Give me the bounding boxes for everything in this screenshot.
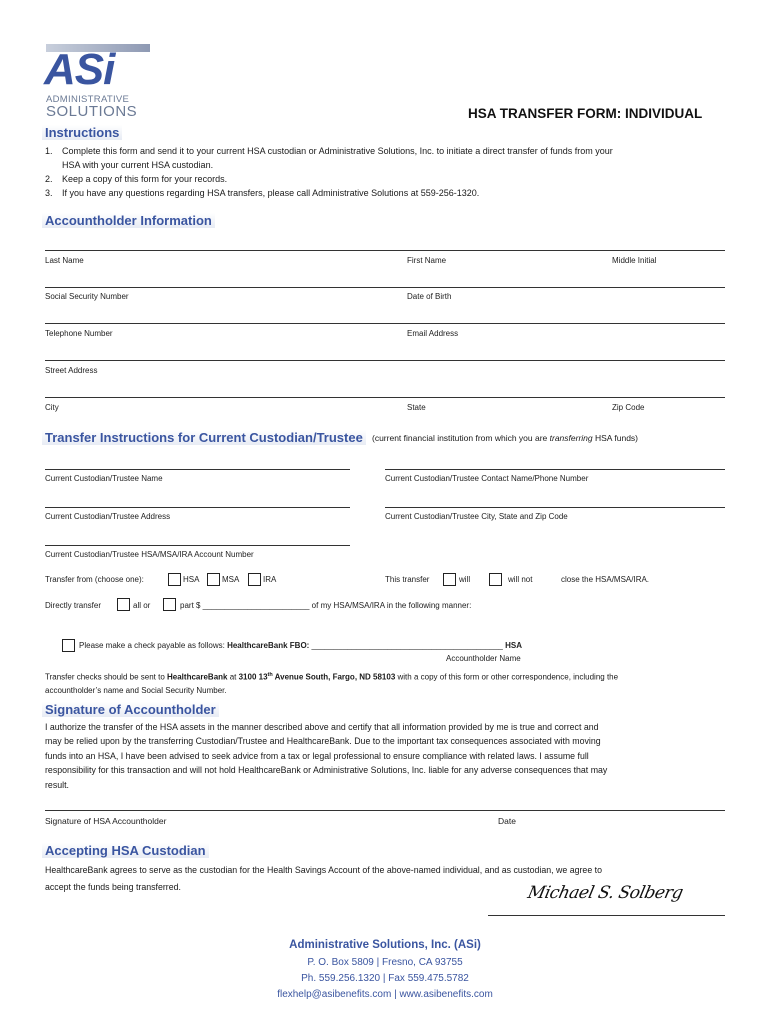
logo-letters: ASi [44,45,115,94]
custodian-signature: Michael S. Solberg [525,883,685,903]
msa-label: MSA [222,575,240,584]
account-number-field[interactable] [45,545,350,546]
will-not-label: will not [508,575,533,584]
street-label: Street Address [45,366,98,375]
transfer-subheading: (current financial institution from which you are transferring HSA funds) [372,433,638,443]
custodian-city-field[interactable] [385,507,725,508]
company-logo [44,44,152,120]
zip-label: Zip Code [612,403,645,412]
footer-company: Administrative Solutions, Inc. (ASi) [289,939,481,951]
ira-label: IRA [263,575,277,584]
signature-heading: Signature of Accountholder [42,702,219,717]
custodian-address-field[interactable] [45,507,350,508]
city-field[interactable] [45,397,725,398]
accountholder-heading: Accountholder Information [42,213,215,228]
footer-phone: Ph. 559.256.1320 | Fax 559.475.5782 [301,973,469,984]
date-label: Date [498,816,516,826]
state-label: State [407,403,426,412]
accepting-heading: Accepting HSA Custodian [42,843,209,858]
will-checkbox[interactable] [443,573,456,586]
form-title: HSA TRANSFER FORM: INDIVIDUAL [468,106,703,121]
custodian-city-label: Current Custodian/Trustee City, State and Zip Code [385,512,568,521]
instruction-item: HSA with your current HSA custodian. [62,160,214,170]
phone-field[interactable] [45,323,725,324]
directly-transfer-label: Directly transfer [45,601,102,610]
part-label: part $ ________________________ of my HSA/MSA/IRA in the following manner: [180,601,472,610]
check-payable-checkbox[interactable] [62,639,75,652]
signature-label: Signature of HSA Accountholder [45,816,167,826]
this-transfer-label: This transfer [385,575,430,584]
first-name-label: First Name [407,256,447,265]
instruction-item: 1. Complete this form and send it to your current HSA custodian or Administrative Solutions, Inc. to initiate a direct transfer of funds from your [45,146,613,156]
custodian-name-label: Current Custodian/Trustee Name [45,474,163,483]
all-checkbox[interactable] [117,598,130,611]
custodian-name-field[interactable] [45,469,350,470]
account-number-label: Current Custodian/Trustee HSA/MSA/IRA Account Number [45,550,254,559]
last-name-field[interactable] [45,250,725,251]
will-not-checkbox[interactable] [489,573,502,586]
part-checkbox[interactable] [163,598,176,611]
ssn-field[interactable] [45,287,725,288]
city-label: City [45,403,59,412]
footer-address: P. O. Box 5809 | Fresno, CA 93755 [307,957,463,968]
custodian-address-label: Current Custodian/Trustee Address [45,512,171,521]
check-payable-text: Please make a check payable as follows: HealthcareBank FBO: ___________________________________________ HSA [79,641,522,650]
signature-paragraph: I authorize the transfer of the HSA assets in the manner described above and certify that all information provided by me is true and correct and may be relied upon by the transferring Custodian/Trustee and HealthcareBank. Due to the important tax consequences associated with moving funds into an HSA, I have been advised to seek advice from a tax or legal professional to ensure compliance with related laws. I assume full responsibility for this transaction and will not hold HealthcareBank or Administrative Solutions, Inc. liable for any adverse consequences that may result. [45,722,608,790]
instructions-list [45,144,735,200]
logo-line1: ADMINISTRATIVE [46,94,130,105]
msa-checkbox[interactable] [207,573,220,586]
all-or-label: all or [133,601,151,610]
accepting-paragraph: HealthcareBank agrees to serve as the custodian for the Health Savings Account of the above-named individual, and as custodian, we agree to accept the funds being transferred. [45,865,602,892]
close-label: close the HSA/MSA/IRA. [561,575,650,584]
hsa-label: HSA [183,575,200,584]
transfer-heading: Transfer Instructions for Current Custodian/Trustee [42,430,366,445]
send-checks-text: Transfer checks should be sent to HealthcareBank at 3100 13th Avenue South, Fargo, ND 58103 with a copy of this form or other correspondence, including the accountholder’s name and Social Security Number. [45,672,619,695]
custodian-contact-field[interactable] [385,469,725,470]
custodian-contact-label: Current Custodian/Trustee Contact Name/Phone Number [385,474,589,483]
accountholder-name-label: Accountholder Name [446,654,521,663]
hsa-checkbox[interactable] [168,573,181,586]
dob-label: Date of Birth [407,292,452,301]
street-field[interactable] [45,360,725,361]
logo-line2: SOLUTIONS [46,103,138,120]
phone-label: Telephone Number [45,329,113,338]
email-label: Email Address [407,329,459,338]
ira-checkbox[interactable] [248,573,261,586]
footer-web[interactable]: flexhelp@asibenefits.com | www.asibenefits.com [277,989,493,1000]
instruction-item: 3. If you have any questions regarding HSA transfers, please call Administrative Solutions at 559-256-1320. [45,188,480,198]
middle-initial-label: Middle Initial [612,256,657,265]
will-label: will [459,575,471,584]
instructions-heading: Instructions [42,125,122,140]
instruction-item: 2. Keep a copy of this form for your records. [45,174,228,184]
custodian-signature-line [488,915,725,916]
ssn-label: Social Security Number [45,292,129,301]
signature-field[interactable] [45,810,725,811]
transfer-from-label: Transfer from (choose one): [45,575,144,584]
last-name-label: Last Name [45,256,84,265]
